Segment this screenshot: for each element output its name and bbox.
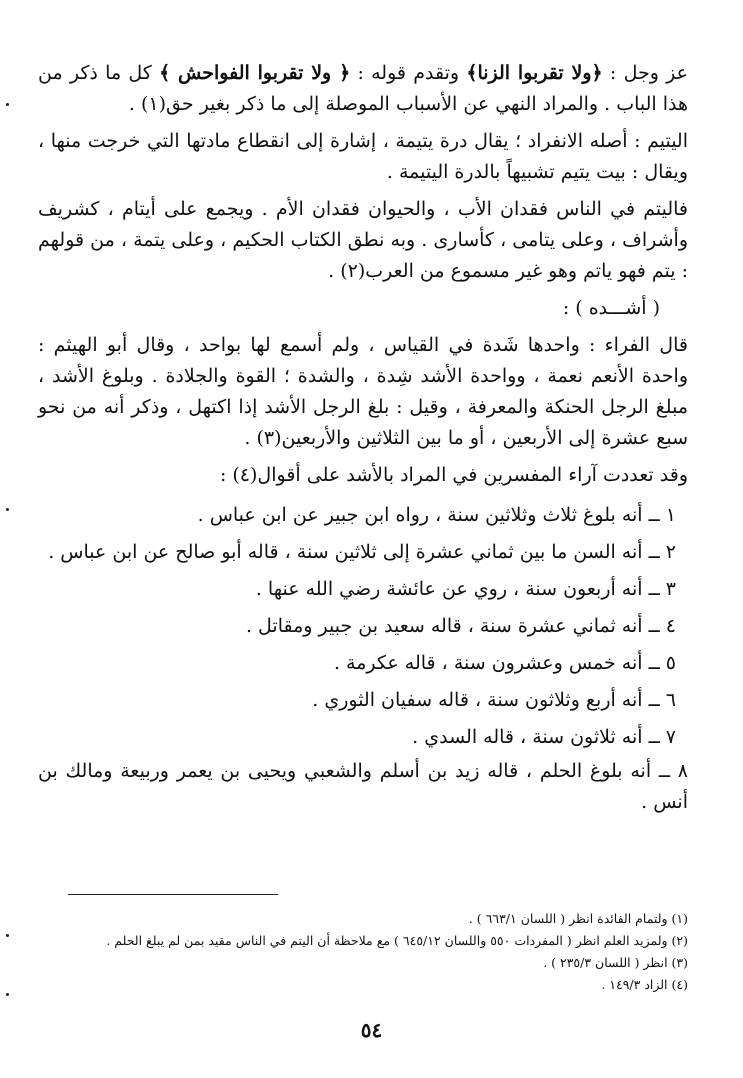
- list-item: ٨ ــ أنه بلوغ الحلم ، قاله زيد بن أسلم والشعبي ويحيى بن يعمر وربيعة ومالك بن أنس .: [38, 760, 688, 813]
- paragraph-verse-commentary: [38, 58, 688, 120]
- page-body: [38, 58, 688, 818]
- quran-quote-zina: ﴿ولا تقربوا الزنا﴾: [466, 62, 603, 84]
- footnote-3: (٣) انظر ( اللسان ٢٣٥/٣ ) .: [543, 955, 688, 970]
- list-item: ٦ ــ أنه أربع وثلاثون سنة ، قاله سفيان الثوري .: [312, 689, 676, 711]
- paragraph-yutm-meaning: فاليتم في الناس فقدان الأب ، والحيوان فقدان الأم . ويجمع على أيتام ، كشريف وأشراف ، وعلى يتامى ، كأسارى . وبه نطق الكتاب الحكيم ، وعلى يتمة ، من قولهم : يتم فهو ياتم وهو غير مسموع من العرب(٢) .: [38, 198, 689, 282]
- list-item: ٥ ــ أنه خمس وعشرون سنة ، قاله عكرمة .: [333, 652, 676, 674]
- footnotes: [38, 908, 688, 996]
- list-item: ١ ــ أنه بلوغ ثلاث وثلاثين سنة ، رواه ابن جبير عن ابن عباس .: [197, 504, 676, 526]
- list-item: ٧ ــ أنه ثلاثون سنة ، قاله السدي .: [412, 726, 676, 748]
- paragraph-rest: كل ما ذكر من هذا الباب . والمراد النهي عن الأسباب الموصلة إلى ما ذكر بغير حق(١) .: [38, 62, 688, 115]
- footnote-divider: [68, 894, 278, 895]
- margin-dot: [6, 508, 9, 511]
- opinions-list: [38, 497, 688, 818]
- margin-dot: [6, 103, 9, 106]
- section-heading-ashudd: ( أشـــده ) :: [562, 297, 660, 319]
- list-item: ٢ ــ أنه السن ما بين ثماني عشرة إلى ثلاثين سنة ، قاله أبو صالح عن ابن عباس .: [48, 541, 676, 563]
- paragraph-yatim-definition: اليتيم : أصله الانفراد ؛ يقال درة يتيمة ، إشارة إلى انقطاع مادتها التي خرجت منها ، ويقال : بيت يتيم تشبيهاً بالدرة اليتيمة .: [38, 130, 688, 183]
- quran-quote-fawahish: ﴿ ولا تقربوا الفواحش ﴾: [159, 62, 351, 84]
- list-item: ٣ ــ أنه أربعون سنة ، روي عن عائشة رضي الله عنها .: [255, 578, 676, 600]
- paragraph-intro: عز وجل :: [602, 62, 688, 84]
- margin-dot: [6, 934, 9, 937]
- footnote-1: (١) ولتمام الفائدة انظر ( اللسان ٦٦٣/١ ) .: [468, 911, 688, 926]
- paragraph-mid: وتقدم قوله :: [350, 62, 467, 84]
- footnote-4: (٤) الزاد ١٤٩/٣ .: [601, 977, 688, 992]
- paragraph-farra-quote: قال الفراء : واحدها شَدة في القياس ، ولم أسمع لها بواحد ، وقال أبو الهيثم : واحدة الأنعم نعمة ، وواحدة الأشد شِدة ، والشدة ؛ القوة والجلادة . وبلوغ الأشد ، مبلغ الرجل الحنكة والمعرفة ، وقيل : بلغ الرجل الأشد إذا اكتهل ، وذكر أنه من نحو سبع عشرة إلى الأربعين ، أو ما بين الثلاثين والأربعين(٣) .: [38, 334, 688, 449]
- margin-dot: [6, 993, 9, 996]
- page-number: ٥٤: [360, 1018, 383, 1042]
- list-item: ٤ ــ أنه ثماني عشرة سنة ، قاله سعيد بن جبير ومقاتل .: [245, 615, 676, 637]
- footnote-2: (٢) ولمزيد العلم انظر ( المفردات ٥٥٠ واللسان ٦٤٥/١٢ ) مع ملاحظة أن اليتم في الناس مقيد بمن لم يبلغ الحلم .: [106, 933, 688, 948]
- paragraph-opinions-intro: وقد تعددت آراء المفسرين في المراد بالأشد على أقوال(٤) :: [219, 464, 688, 486]
